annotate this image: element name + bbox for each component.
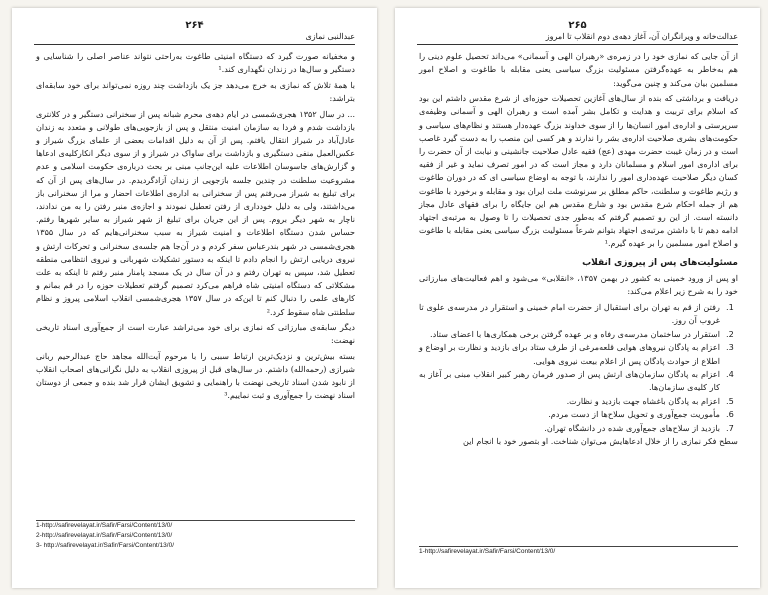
list-number: 5. — [726, 395, 734, 406]
paragraph: دیگر سابقه‌ی مبارزاتی که نمازی برای خود می‌تراشد عبارت است از جمع‌آوری اسناد تاریخی نهضت: — [36, 321, 355, 346]
page-number: ۲۶۵ — [568, 20, 587, 31]
paragraph: او پس از ورود خمینی به کشور در بهمن ۱۳۵۷، «انقلابی» می‌شود و اهم فعالیت‌های مبارزاتی خود را به شرح زیر اعلام می‌کند: — [419, 273, 738, 297]
list-item — [419, 368, 738, 395]
list-number: 3. — [726, 342, 734, 353]
page-header — [417, 16, 738, 45]
page-number: ۲۶۴ — [185, 20, 204, 31]
right-page — [395, 8, 760, 588]
list-number: 7. — [726, 422, 734, 433]
footnote: 2-http://safirevelayat.ir/Safir/Farsi/Content/13/0/ — [36, 532, 173, 539]
numbered-list — [419, 301, 738, 435]
list-item-text: استقرار در ساختمان مدرسه‌ی رفاه و بر عهده گرفتن برخی همکاری‌ها با اعضای ستاد. — [430, 328, 720, 339]
footnote: 3- http://safirevelayat.ir/Safir/Farsi/Content/13/0/ — [36, 542, 175, 549]
paragraph: سطح فکر نمازی را از خلال ادعاهایش می‌توان شناخت. او بتصور خود با انجام این — [463, 435, 738, 446]
list-item-text: اعزام به پادگان نیروهای هوایی قلعه‌مرغی از طرف ستاد برای بازدید و نظارت بر اوضاع و اطلاع از حوادث پادگان پس از اعلام بیعت نیروی هوایی. — [419, 342, 720, 366]
quotation: ... در سال ۱۳۵۲ هجری‌شمسی در ایام دهه‌ی محرم شبانه پس از سخنرانی دستگیر و در کلانتری بازداشت شدم و فردا به سازمان امنیت منتقل و پس از بازجویی‌های طولانی و متعدد به زندان عادل‌آباد در شیراز انتقال یافتم. پس از آن به دلیل اقدامات بعضی از علمای بزرگ شیراز و عکس‌العمل منفی دستگیری و بازداشت برای ساواک در شیراز و از سوی دیگر انکارکلیه‌ی ادعاها و گزارش‌های جاسوسان اطلاعات علیه این‌جانب مبنی بر بحث درباره‌ی حکومت اسلامی و عدم مشروعیت سلطنت در چندین جلسه بازجویی از زندان آزادگردیدم. در سال‌های پس از آن که برای تبلیغ به شیراز می‌رفتم پس از سخنرانی به اداره‌ی اطلاعات احضار و مرا از سخنرانی باز می‌داشتند، ولی به دلیل خودداری از رفتن تعطیل نمودند و اجازه‌ی منبر رفتن را به من ندادند، ناچار به شهر دیگر بروم. پس از این جریان برای تبلیغ از شهر شیراز به سایر شهرها رفتم. حساس شدن دستگاه اطلاعات و امنیت شیراز به سبب سخنرانی‌هایم که در سال ۱۳۵۵ هجری‌شمسی در شهر بندرعباس سفر کردم و در آن‌جا هم جلسه‌ی سخنرانی و تحرکات ارتش و نیروی دریایی ارتش را انجام دادم تا اینکه به دستور تشکیلات شهربانی و نیروی انتظامی منطقه تعطیل شد، سپس به تهران رفتم و در آن سال در یک مسجد پامنار منبر رفتم تا اینکه به علت مشکلاتی که دستگاه امنیتی شاه فراهم می‌کرد تصمیم گرفتم تعطیلات حوزه را در قم بمانم و کارهای علمی را دنبال کنم تا این‌که در سال ۱۳۵۷ هجری‌شمسی انقلاب اسلامی پیروز و نظام سلطنتی شاه سقوط کرد.² — [36, 109, 355, 317]
running-title: عبدالنبی نمازی — [305, 32, 355, 41]
footnotes — [36, 520, 355, 551]
list-item — [419, 341, 738, 368]
page-body — [36, 50, 355, 405]
footnotes — [419, 546, 738, 557]
running-title: عدالت‌خانه و ویرانگران آن، آغاز دهه‌ی دوم انقلاب تا امروز — [545, 32, 738, 41]
page-body — [419, 50, 738, 450]
list-item-text: رفتن از قم به تهران برای استقبال از حضرت امام خمینی و استقرار در مدرسه‌ی علوی تا غروب آن روز. — [419, 301, 720, 326]
quotation: بسته بیش‌ترین و نزدیک‌ترین ارتباط سببی را با مرحوم آیت‌الله مجاهد حاج عبدالرحیم ربانی شیرازی (رحمه‌الله) داشتم. در سال‌های قبل از پیروزی انقلاب به دلیل نگرانی‌های اصحاب انقلاب از نابود شدن اسناد تاریخی نهضت با راهنمایی و تشویق ایشان قرار شد بنده و جمعی از دوستان اسناد نهضت را جمع‌آوری و ثبت نماییم.³ — [36, 351, 355, 401]
list-item-text: اعزام به پادگان سازمان‌های ارتش پس از صدور فرمان رهبر کبیر انقلاب مبنی بر آغاز به کار کلیه‌ی سازمان‌ها. — [419, 368, 720, 393]
list-item — [419, 408, 738, 421]
paragraph: از آن جایی که نمازی خود را در زمره‌ی «رهبران الهی و آسمانی» می‌داند تحصیل علوم دینی را هم به‌خاطر به عهده‌گرفتن مسئولیت بزرگ سیاسی یعنی مقابله با طاغوت و اصلاح امور مسلمین بیان می‌کند و چنین می‌گوید: — [419, 51, 738, 88]
section-title: مسئولیت‌های پس از پیروزی انقلاب — [582, 257, 738, 268]
list-item — [419, 301, 738, 328]
list-number: 1. — [726, 301, 734, 312]
page-header — [34, 16, 355, 45]
footnote: 1-http://safirevelayat.ir/Safir/Farsi/Content/13/0/ — [419, 548, 556, 555]
list-number: 6. — [726, 409, 734, 420]
paragraph: با همهٔ تلاش که نمازی به خرج می‌دهد جز یک بازداشت چند روزه نمی‌تواند برای خود سابقه‌ای بتراشد: — [36, 79, 355, 104]
list-item — [419, 328, 738, 341]
list-item-text: بازدید از سلاح‌های جمع‌آوری شده در دانشگاه تهران. — [544, 422, 720, 433]
quotation: دریافت و برداشتی که بنده از سال‌های آغازین تحصیلات حوزه‌ای از شرع مقدس داشتم این بود که اسلام برای تربیت و هدایت و تکامل بشر آمده است و رهبران الهی و آسمانی وظیفه‌ی سرپرستی و اداره‌ی امور انسان‌ها را از سوی خداوند بزرگ عهده‌دار هستند و نظام‌های سیاسی و حکومت‌های بشری صلاحیت اداره‌ی بشر را ندارند و هر کسی این منصب را به دست گیرد غاصب است و در زمان غیبت حضرت مهدی (عج) فقیه عادل صلاحیت جانشینی و نیابت از آن حضرت را برای اداره‌ی امور اسلام و مسلمانان دارد و مجاز است که در امور تصرف نماید و غیر از فقیه کسان دیگر صلاحیت عهده‌داری امور را ندارند، با توجه به اوضاع سیاسی ای که در دوران طاغوت و رژیم طاغوت و سلطنت، حاکم مطلق بر سرنوشت ملت ایران بود و مقابله و برخورد با طاغوت هم از جمله احکام شرع مقدس بود و شارع مقدس هم این جایگاه را برای فقهای عادل مجاز دانسته است. از این رو تصمیم گرفتم که به‌طور جدی تحصیلات را تا وصول به مرتبه‌ی اجتهاد ادامه دهم تا با داشتن مرتبه‌ی اجتهاد بتوانم شرعاً مسئولیت بزرگ سیاسی یعنی مقابله با طاغوت و اصلاح امور مسلمین را بر عهده گیرم.¹ — [419, 94, 738, 249]
footnote: 1-http://safirevelayat.ir/Safir/Farsi/Content/13/0/ — [36, 522, 173, 529]
list-item-text: مأموریت جمع‌آوری و تحویل سلاح‌ها از دست مردم. — [548, 409, 720, 420]
list-item — [419, 395, 738, 408]
list-number: 4. — [726, 368, 734, 379]
list-item-text: اعزام به پادگان باغشاه جهت بازدید و نظارت. — [566, 395, 720, 406]
list-number: 2. — [726, 328, 734, 339]
paragraph: و مخفیانه صورت گیرد که دستگاه امنیتی طاغوت به‌راحتی نتواند عناصر اصلی را شناسایی و دستگیر و سال‌ها در زندان نگهداری کند.¹ — [36, 51, 355, 75]
list-item — [419, 422, 738, 435]
left-page — [12, 8, 377, 588]
